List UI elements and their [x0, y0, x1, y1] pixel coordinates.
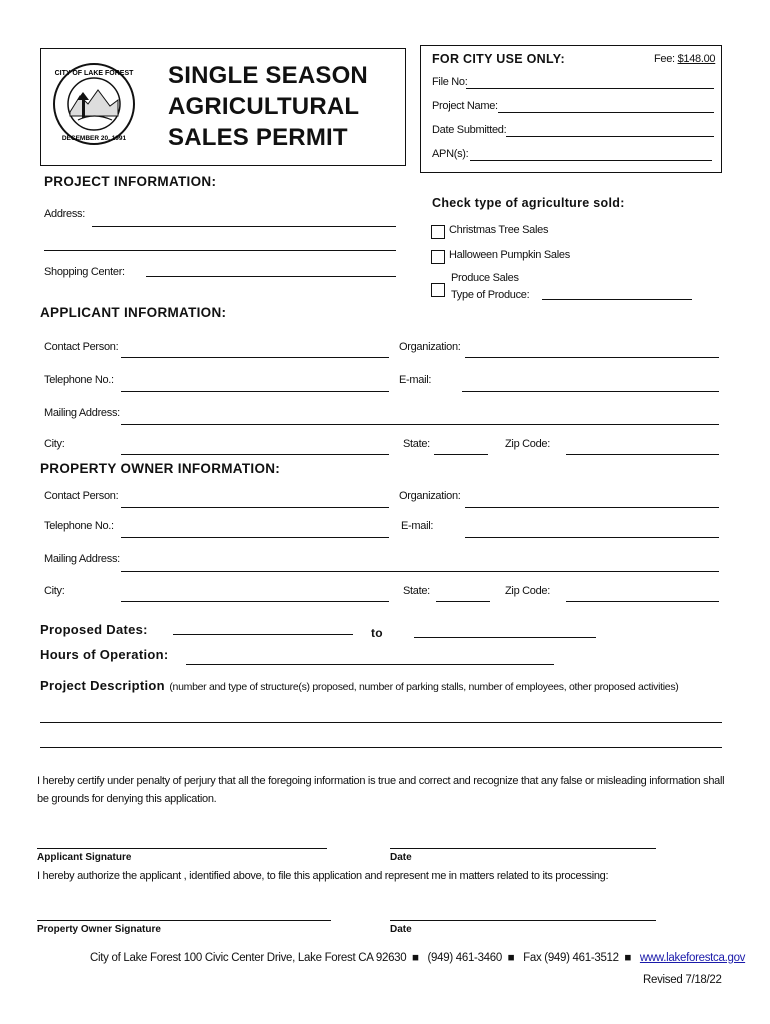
- applicant-city-field[interactable]: [121, 454, 389, 455]
- city-seal-logo: [52, 62, 136, 146]
- fee-label-text: Fee:: [654, 53, 675, 65]
- certify-text: I hereby certify under penalty of perjury that all the foregoing information is true and correct and recognize that any false or misleading information shall be grounds for denying this application.: [37, 775, 725, 805]
- to-label: to: [371, 626, 383, 640]
- owner-telephone-field[interactable]: [121, 537, 389, 538]
- applicant-state-field[interactable]: [434, 454, 488, 455]
- project-info-heading: PROJECT INFORMATION:: [44, 174, 217, 189]
- applicant-zip-field[interactable]: [566, 454, 719, 455]
- website-link[interactable]: www.lakeforestca.gov: [639, 952, 746, 964]
- applicant-contact-label: Contact Person:: [44, 341, 119, 353]
- owner-organization-field[interactable]: [465, 507, 719, 508]
- footer-fax: Fax (949) 461-3512: [523, 952, 619, 964]
- address-label: Address:: [44, 208, 86, 220]
- description-hint: (number and type of structure(s) proposed, number of parking stalls, number of employees, other proposed activities): [169, 681, 679, 693]
- apn-field[interactable]: [470, 160, 712, 161]
- owner-signature-field[interactable]: [37, 920, 331, 921]
- apn-label: APN(s):: [432, 148, 469, 160]
- applicant-email-field[interactable]: [462, 391, 719, 392]
- date-submitted-field[interactable]: [506, 136, 714, 137]
- bullet-icon: ■: [409, 952, 425, 964]
- type-of-produce-field[interactable]: [542, 299, 692, 300]
- owner-organization-label: Organization:: [399, 490, 461, 502]
- proposed-dates-label: Proposed Dates:: [40, 622, 148, 637]
- owner-zip-field[interactable]: [566, 601, 719, 602]
- file-no-label: File No:: [432, 76, 468, 88]
- applicant-date-field[interactable]: [390, 848, 656, 849]
- applicant-contact-field[interactable]: [121, 357, 389, 358]
- applicant-info-heading: APPLICANT INFORMATION:: [40, 305, 227, 320]
- produce-sales-checkbox[interactable]: [431, 283, 445, 297]
- applicant-zip-label: Zip Code:: [505, 438, 550, 450]
- proposed-start-date-field[interactable]: [173, 634, 353, 635]
- footer-address: City of Lake Forest 100 Civic Center Drive, Lake Forest CA 92630: [90, 952, 407, 964]
- proposed-end-date-field[interactable]: [414, 637, 596, 638]
- applicant-city-label: City:: [44, 438, 65, 450]
- footer-phone: (949) 461-3460: [427, 952, 502, 964]
- project-name-label: Project Name:: [432, 100, 498, 112]
- fee-value: $148.00: [677, 53, 716, 65]
- authorize-text: I hereby authorize the applicant , identified above, to file this application and represent me in matters related to its processing:: [37, 870, 609, 882]
- applicant-state-label: State:: [403, 438, 430, 450]
- svg-text:CITY OF LAKE FOREST: CITY OF LAKE FOREST: [54, 70, 134, 77]
- description-row: [40, 677, 679, 695]
- bullet-icon: ■: [504, 952, 521, 964]
- applicant-signature-field[interactable]: [37, 848, 327, 849]
- fee-label: [654, 53, 715, 65]
- owner-date-field[interactable]: [390, 920, 656, 921]
- owner-city-label: City:: [44, 585, 65, 597]
- applicant-organization-field[interactable]: [465, 357, 719, 358]
- type-of-produce-label: Type of Produce:: [451, 289, 530, 301]
- applicant-date-label: Date: [390, 852, 412, 863]
- halloween-pumpkin-checkbox[interactable]: [431, 250, 445, 264]
- footer-line: [90, 952, 745, 964]
- owner-zip-label: Zip Code:: [505, 585, 550, 597]
- svg-text:DECEMBER 20, 1991: DECEMBER 20, 1991: [61, 135, 127, 142]
- description-line-2[interactable]: [40, 747, 722, 748]
- owner-email-field[interactable]: [465, 537, 719, 538]
- address-field[interactable]: [92, 226, 396, 227]
- agriculture-heading: Check type of agriculture sold:: [432, 196, 625, 210]
- description-line-1[interactable]: [40, 722, 722, 723]
- owner-state-field[interactable]: [436, 601, 490, 602]
- applicant-mailing-field[interactable]: [121, 424, 719, 425]
- bullet-icon: ■: [621, 952, 637, 964]
- applicant-telephone-label: Telephone No.:: [44, 374, 114, 386]
- applicant-signature-label: Applicant Signature: [37, 852, 132, 863]
- owner-contact-field[interactable]: [121, 507, 389, 508]
- owner-date-label: Date: [390, 924, 412, 935]
- revised-date: Revised 7/18/22: [643, 974, 722, 986]
- applicant-telephone-field[interactable]: [121, 391, 389, 392]
- halloween-pumpkin-label: Halloween Pumpkin Sales: [449, 249, 570, 261]
- produce-sales-label: Produce Sales: [451, 272, 519, 284]
- city-use-heading: FOR CITY USE ONLY:: [432, 52, 565, 66]
- owner-info-heading: PROPERTY OWNER INFORMATION:: [40, 461, 281, 476]
- owner-email-label: E-mail:: [401, 520, 434, 532]
- owner-city-field[interactable]: [121, 601, 389, 602]
- address-field-line2[interactable]: [44, 250, 396, 251]
- owner-signature-label: Property Owner Signature: [37, 924, 161, 935]
- date-submitted-label: Date Submitted:: [432, 124, 507, 136]
- owner-state-label: State:: [403, 585, 430, 597]
- owner-contact-label: Contact Person:: [44, 490, 119, 502]
- christmas-tree-checkbox[interactable]: [431, 225, 445, 239]
- applicant-organization-label: Organization:: [399, 341, 461, 353]
- applicant-email-label: E-mail:: [399, 374, 432, 386]
- owner-telephone-label: Telephone No.:: [44, 520, 114, 532]
- form-title: SINGLE SEASON AGRICULTURAL SALES PERMIT: [168, 62, 368, 151]
- shopping-center-label: Shopping Center:: [44, 266, 125, 278]
- project-name-field[interactable]: [498, 112, 714, 113]
- christmas-tree-label: Christmas Tree Sales: [449, 224, 549, 236]
- hours-label: Hours of Operation:: [40, 647, 169, 662]
- owner-mailing-label: Mailing Address:: [44, 553, 120, 565]
- owner-mailing-field[interactable]: [121, 571, 719, 572]
- applicant-mailing-label: Mailing Address:: [44, 407, 120, 419]
- file-no-field[interactable]: [466, 88, 714, 89]
- shopping-center-field[interactable]: [146, 276, 396, 277]
- hours-field[interactable]: [186, 664, 554, 665]
- description-heading: Project Description: [40, 678, 165, 693]
